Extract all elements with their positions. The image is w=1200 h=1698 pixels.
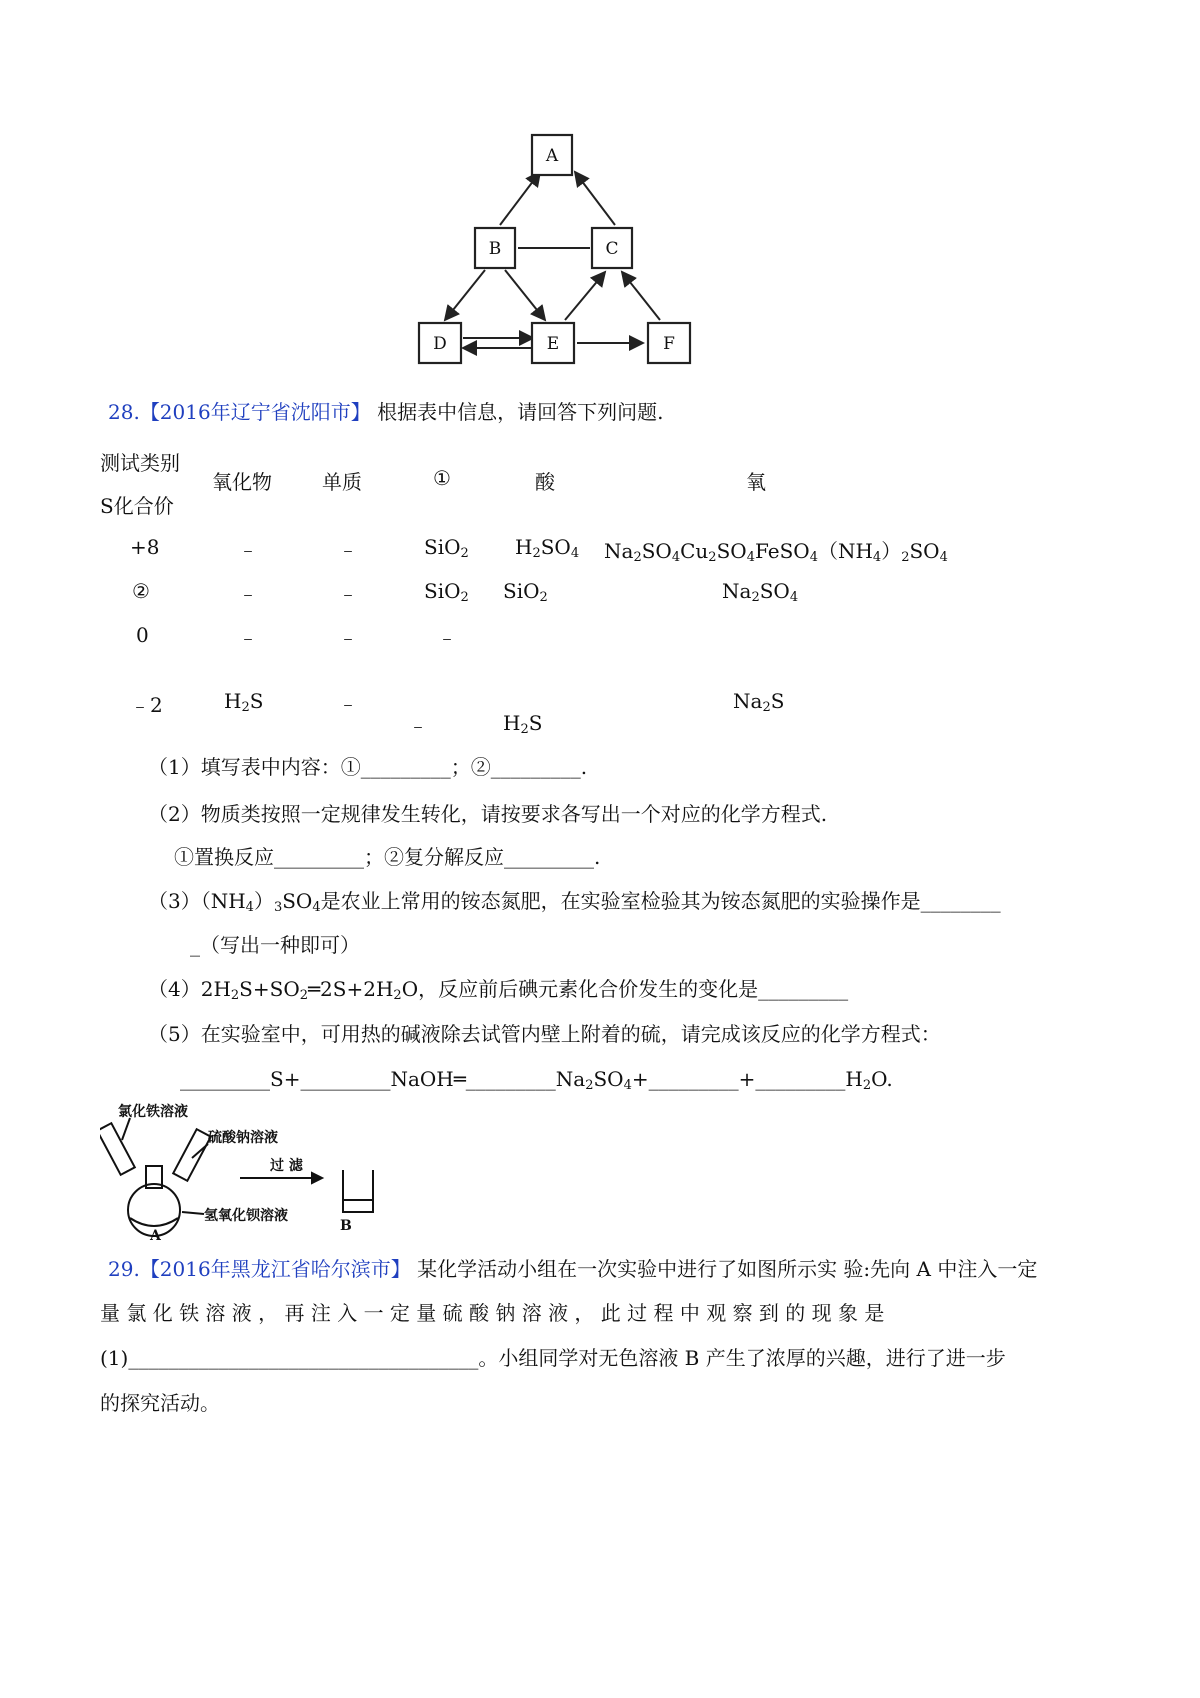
q28-sub5b: $\_\_\_\_\_\_\_\_\_S+\_\_\_\_\_\_\_\_\_NaOH═\_\_\_\_\_\_\_\_\_Na_2SO_4+\_\_\_\_\_\_\_\_\_+\_\_\_\_\_\_\_\_\_H_2O$.: [180, 1067, 893, 1093]
table-cell: SiO$_2$: [503, 579, 548, 605]
q28-sub2b: ①置换反应_________；②复分解反应_________.: [174, 845, 601, 869]
table-cell: ﹣: [238, 537, 258, 561]
table-cell: ﹣: [338, 625, 358, 649]
table-cell: SiO$_2$: [424, 535, 469, 561]
node-f-label: F: [663, 334, 675, 354]
q29-source: 【2016年黑龙江省哈尔滨市】: [139, 1257, 411, 1281]
table-cell: $Na_2SO_4Cu_2SO_4FeSO_4(NH_4)_2SO_4$: [604, 539, 948, 565]
table-cell: SiO$_2$: [424, 579, 469, 605]
q29-line1: [108, 1254, 1038, 1284]
q28-sub5: （5）在实验室中，可用热的碱液除去试管内壁上附着的硫，请完成该反应的化学方程式：: [148, 1022, 941, 1046]
q28-sub2: （2）物质类按照一定规律发生转化，请按要求各写出一个对应的化学方程式.: [148, 802, 828, 826]
label-a: A: [150, 1228, 161, 1244]
table-header: ①: [433, 466, 451, 490]
table-cell: $H_2S$: [224, 689, 264, 715]
syringe-left: [100, 1123, 135, 1175]
table-cell: ﹣: [437, 625, 457, 649]
q29-line1-text: 某化学活动小组在一次实验中进行了如图所示实 验:先向 A 中注入一定: [417, 1257, 1038, 1281]
table-corner-type: 测试类别: [100, 451, 180, 475]
label-filter: 过 滤: [270, 1158, 303, 1174]
q29-line2: 量 氯 化 铁 溶 液 ， 再 注 入 一 定 量 硫 酸 钠 溶 液 ， 此 过 程 中 观 察 到 的 现 象 是: [100, 1301, 885, 1325]
table-cell: $Na_2SO_4$: [722, 579, 799, 605]
table-cell: ﹣: [338, 691, 358, 715]
q28-source: 【2016年辽宁省沈阳市】: [139, 400, 371, 424]
table-header: 单质: [322, 470, 362, 494]
q29-line3: (1)___________________________________。小组同学对无色溶液 B 产生了浓厚的兴趣，进行了进一步: [100, 1346, 1006, 1370]
q29-number: 29.: [108, 1257, 140, 1281]
table-cell: $Na_2S$: [733, 689, 785, 715]
apparatus-figure: [100, 1100, 400, 1245]
table-cell: ﹣: [338, 581, 358, 605]
node-a-label: A: [545, 146, 559, 166]
flow-diagram: [405, 130, 725, 380]
table-cell: ﹣: [238, 625, 258, 649]
node-d-label: D: [433, 334, 447, 354]
node-b-label: B: [488, 239, 502, 259]
table-corner-valence: S化合价: [100, 494, 174, 518]
label-na2so4: 硫酸钠溶液: [208, 1130, 278, 1146]
table-cell: $H_2SO_4$: [515, 535, 580, 561]
table-cell: ﹣: [408, 713, 428, 737]
node-e-label: E: [546, 334, 560, 354]
table-cell: ﹣: [238, 581, 258, 605]
q28-sub3b: _（写出一种即可）: [190, 933, 360, 957]
q28-prompt: 根据表中信息，请回答下列问题.: [377, 400, 664, 424]
row-label: ﹣2: [130, 693, 163, 717]
label-fecl3: 氯化铁溶液: [118, 1104, 188, 1120]
table-header: 氧: [746, 470, 766, 494]
q28-sub3a: $(3)(NH_4)_3SO_4$是农业上常用的铵态氮肥，在实验室检验其为铵态氮肥的实验操作是________: [148, 889, 1001, 915]
q29-line4: 的探究活动。: [100, 1391, 220, 1415]
beaker-b: [343, 1170, 373, 1212]
label-baoh2: 氢氧化钡溶液: [204, 1208, 288, 1224]
syringe-right: [173, 1129, 211, 1181]
q28-sub1: （1）填写表中内容：①_________；②_________.: [148, 755, 588, 779]
table-cell: $H_2S$: [503, 711, 543, 737]
q28-number: 28.: [108, 400, 140, 424]
q28-sub4: $(4)2H_2S+SO_2═2S+2H_2O$，反应前后碘元素化合价发生的变化是_________: [148, 977, 849, 1003]
table-cell: ﹣: [338, 537, 358, 561]
row-label: +8: [130, 535, 160, 559]
row-label: ②: [132, 579, 150, 603]
row-label: 0: [136, 623, 149, 647]
label-b: B: [340, 1218, 352, 1234]
table-header: 酸: [535, 470, 555, 494]
q28-header: [108, 397, 663, 427]
node-c-label: C: [605, 239, 619, 259]
table-header: 氧化物: [212, 470, 272, 494]
